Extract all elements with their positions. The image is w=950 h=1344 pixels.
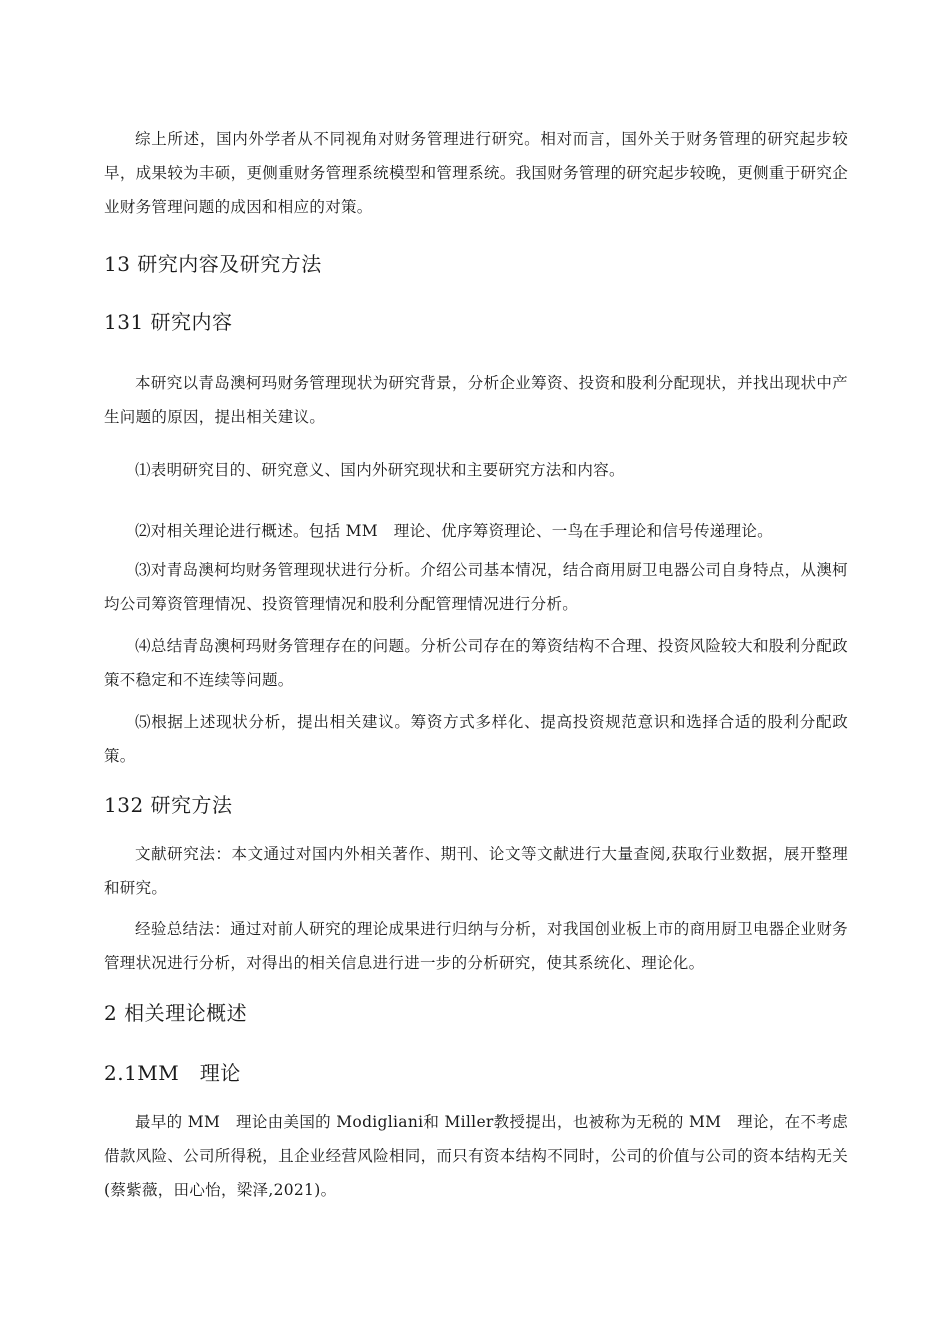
- research-content-item-3: ⑶对青岛澳柯均财务管理现状进行分析。介绍公司基本情况，结合商用厨卫电器公司自身特点，从澳柯均公司筹资管理情况、投资管理情况和股利分配管理情况进行分析。: [104, 561, 848, 613]
- mm-theory-paragraph: 最早的 MM 理论由美国的 Modigliani和 Miller教授提出，也被称为无税的 MM 理论，在不考虑借款风险、公司所得税，且企业经营风险相同，而只有资本结构不同时，公司的价值与公司的资本结构无关(蔡紫薇，田心怡，梁泽,2021)。: [104, 1113, 848, 1199]
- section-1-3-heading: 13 研究内容及研究方法: [104, 252, 322, 276]
- summary-paragraph: 综上所述，国内外学者从不同视角对财务管理进行研究。相对而言，国外关于财务管理的研究起步较早，成果较为丰硕，更侧重财务管理系统模型和管理系统。我国财务管理的研究起步较晚，更侧重于研究企业财务管理问题的成因和相应的对策。: [104, 130, 848, 216]
- research-content-item-4: ⑷总结青岛澳柯玛财务管理存在的问题。分析公司存在的筹资结构不合理、投资风险较大和股利分配政策不稳定和不连续等问题。: [104, 637, 848, 689]
- research-content-intro: 本研究以青岛澳柯玛财务管理现状为研究背景，分析企业筹资、投资和股利分配现状，并找出现状中产生问题的原因，提出相关建议。: [104, 374, 848, 426]
- research-content-item-2: ⑵对相关理论进行概述。包括 MM 理论、优序筹资理论、一鸟在手理论和信号传递理论。: [135, 522, 773, 540]
- section-1-3-1-heading: 131 研究内容: [104, 310, 233, 334]
- section-2-1-heading: 2.1MM 理论: [104, 1061, 241, 1085]
- section-1-3-2-heading: 132 研究方法: [104, 793, 233, 817]
- research-method-experience: 经验总结法：通过对前人研究的理论成果进行归纳与分析，对我国创业板上市的商用厨卫电器企业财务管理状况进行分析，对得出的相关信息进行进一步的分析研究，使其系统化、理论化。: [104, 920, 848, 972]
- section-2-heading: 2 相关理论概述: [104, 1001, 248, 1025]
- research-method-literature: 文献研究法：本文通过对国内外相关著作、期刊、论文等文献进行大量查阅,获取行业数据，展开整理和研究。: [104, 845, 848, 897]
- research-content-item-5: ⑸根据上述现状分析，提出相关建议。筹资方式多样化、提高投资规范意识和选择合适的股利分配政策。: [104, 713, 848, 765]
- research-content-item-1: ⑴表明研究目的、研究意义、国内外研究现状和主要研究方法和内容。: [135, 461, 625, 479]
